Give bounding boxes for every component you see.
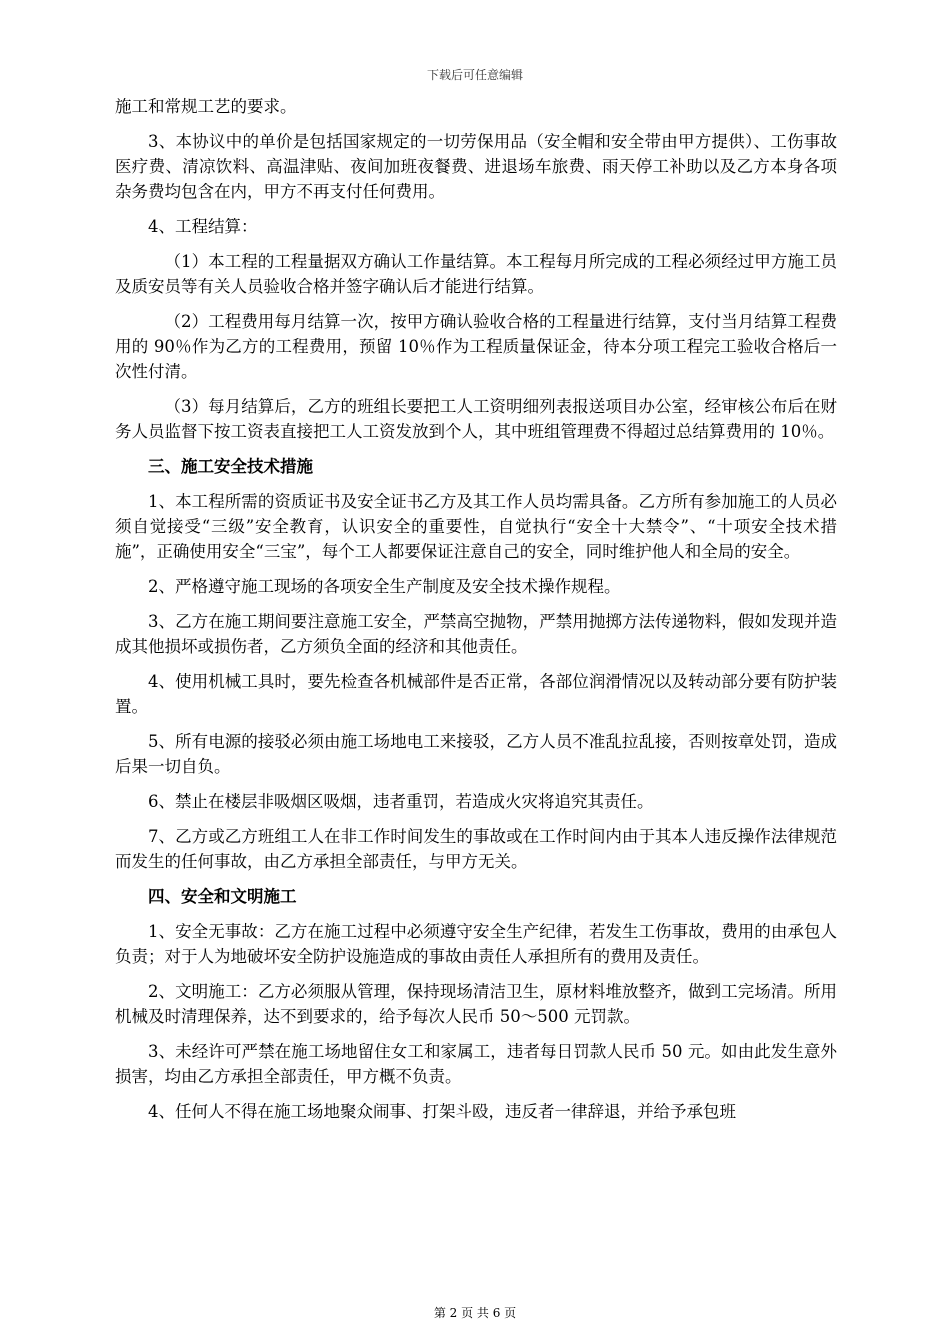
paragraph: 3、本协议中的单价是包括国家规定的一切劳保用品（安全帽和安全带由甲方提供）、工伤事故医疗费、清凉饮料、高温津贴、夜间加班夜餐费、进退场车旅费、雨天停工补助以及乙方本身各项杂务费均包含在内，甲方不再支付任何费用。	[115, 132, 837, 201]
paragraph: 3、未经许可严禁在施工场地留住女工和家属工，违者每日罚款人民币 50 元。如由此发生意外损害，均由乙方承担全部责任，甲方概不负责。	[115, 1042, 837, 1086]
page-header: 下载后可任意编辑	[426, 68, 523, 82]
paragraph: 1、安全无事故：乙方在施工过程中必须遵守安全生产纪律，若发生工伤事故，费用的由承包人负责；对于人为地破坏安全防护设施造成的事故由责任人承担所有的费用及责任。	[115, 922, 837, 966]
page-footer: 第 2 页 共 6 页	[433, 1306, 517, 1320]
paragraph: 3、乙方在施工期间要注意施工安全，严禁高空抛物，严禁用抛掷方法传递物料，假如发现并造成其他损坏或损伤者，乙方须负全面的经济和其他责任。	[115, 612, 837, 656]
paragraph: 1、本工程所需的资质证书及安全证书乙方及其工作人员均需具备。乙方所有参加施工的人员必须自觉接受“三级”安全教育，认识安全的重要性，自觉执行“安全十大禁令”、“十项安全技术措施”，正确使用安全“三宝”，每个工人都要保证注意自己的安全，同时维护他人和全局的安全。	[115, 492, 837, 561]
paragraph: 4、工程结算：	[148, 217, 258, 236]
paragraph: 2、文明施工：乙方必须服从管理，保持现场清洁卫生，原材料堆放整齐，做到工完场清。所用机械及时清理保养，达不到要求的，给予每次人民币 50～500 元罚款。	[115, 982, 837, 1026]
section-heading: 三、施工安全技术措施	[148, 457, 313, 476]
document-body	[115, 94, 837, 1134]
paragraph: 4、使用机械工具时，要先检查各机械部件是否正常，各部位润滑情况以及转动部分要有防护装置。	[115, 672, 837, 716]
paragraph: （3）每月结算后，乙方的班组长要把工人工资明细列表报送项目办公室，经审核公布后在财务人员监督下按工资表直接把工人工资发放到个人，其中班组管理费不得超过总结算费用的 10％。	[115, 397, 837, 441]
section-heading: 四、安全和文明施工	[148, 887, 297, 906]
paragraph: （1）本工程的工程量据双方确认工作量结算。本工程每月所完成的工程必须经过甲方施工员及质安员等有关人员验收合格并签字确认后才能进行结算。	[115, 252, 837, 296]
paragraph: 5、所有电源的接驳必须由施工场地电工来接驳，乙方人员不准乱拉乱接，否则按章处罚，造成后果一切自负。	[115, 732, 837, 776]
paragraph: 施工和常规工艺的要求。	[115, 97, 297, 116]
paragraph: 2、严格遵守施工现场的各项安全生产制度及安全技术操作规程。	[148, 577, 621, 596]
paragraph: 7、乙方或乙方班组工人在非工作时间发生的事故或在工作时间内由于其本人违反操作法律规范而发生的任何事故，由乙方承担全部责任，与甲方无关。	[115, 827, 837, 871]
paragraph: 4、任何人不得在施工场地聚众闹事、打架斗殴，违反者一律辞退，并给予承包班	[148, 1102, 736, 1121]
paragraph: （2）工程费用每月结算一次，按甲方确认验收合格的工程量进行结算，支付当月结算工程费用的 90％作为乙方的工程费用，预留 10％作为工程质量保证金，待本分项工程完工验收合格后一次性付清。	[115, 312, 837, 381]
paragraph: 6、禁止在楼层非吸烟区吸烟，违者重罚，若造成火灾将追究其责任。	[148, 792, 654, 811]
